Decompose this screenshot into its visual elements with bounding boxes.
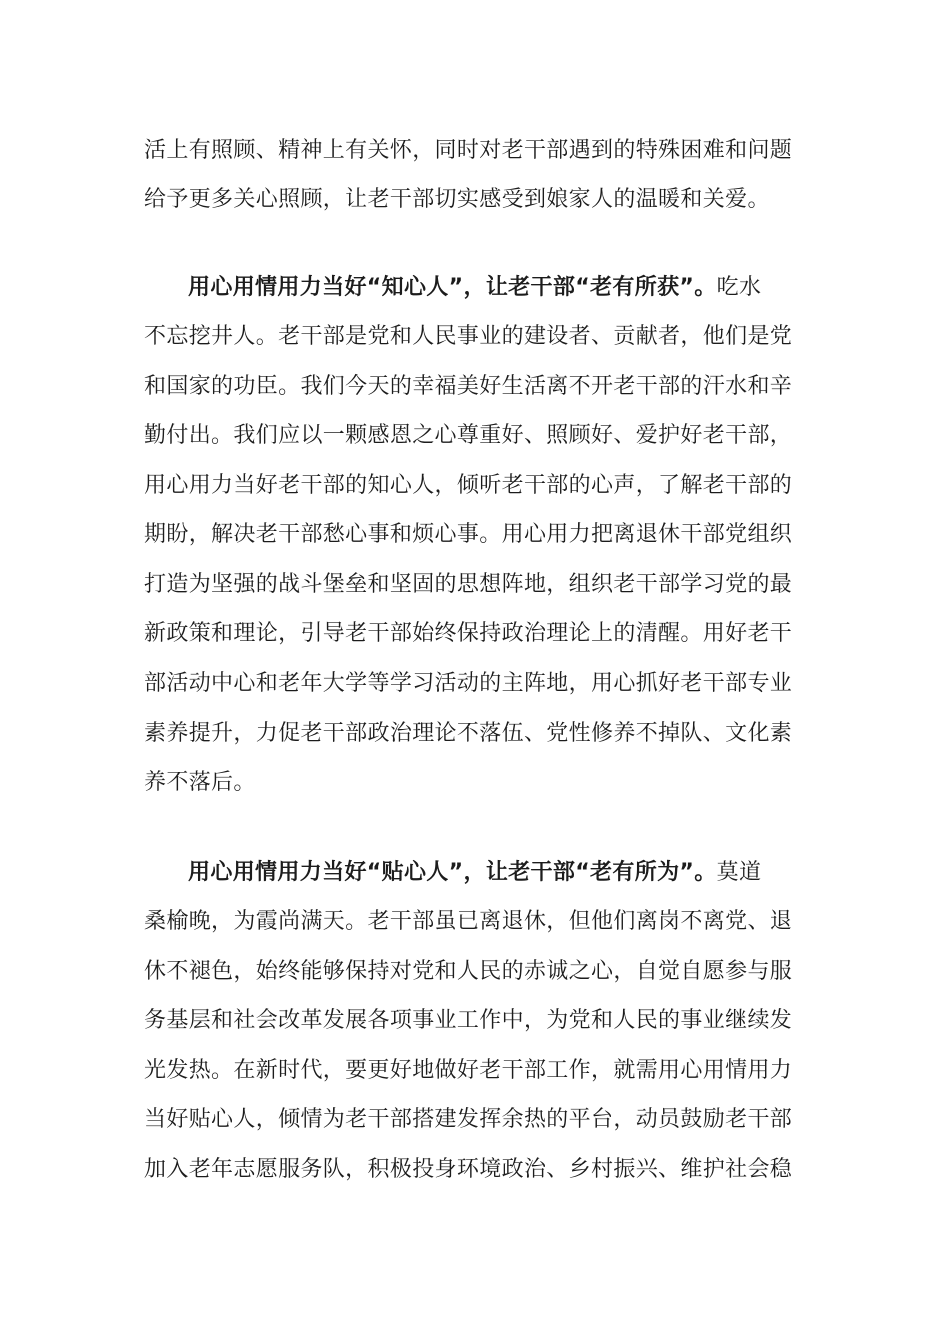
paragraph-2-line: 部活动中心和老年大学等学习活动的主阵地，用心抓好老干部专业 [144,671,793,696]
paragraph-2-line: 不忘挖井人。老干部是党和人民事业的建设者、贡献者，他们是党 [144,324,793,349]
paragraph-3-line: 光发热。在新时代，要更好地做好老干部工作，就需用心用情用力 [144,1058,793,1083]
paragraph-2-heading: 用心用情用力当好“知心人”，让老干部“老有所获”。 [188,275,717,300]
paragraph-1-line-1: 活上有照顾、精神上有关怀，同时对老干部遇到的特殊困难和问题 [144,138,793,163]
paragraph-3-line: 加入老年志愿服务队，积极投身环境政治、乡村振兴、维护社会稳 [144,1157,793,1182]
paragraph-3-first-line [188,858,804,888]
paragraph-2-line: 用心用力当好老干部的知心人，倾听老干部的心声，了解老干部的 [144,473,793,498]
paragraph-2-line: 养不落后。 [144,770,256,795]
paragraph-3-line: 务基层和社会改革发展各项事业工作中，为党和人民的事业继续发 [144,1008,793,1033]
paragraph-2-first-line [188,273,804,303]
paragraph-2-first-line-rest: 吃水 [716,275,762,300]
paragraph-3-heading: 用心用情用力当好“贴心人”，让老干部“老有所为”。 [188,860,717,885]
paragraph-2-line: 打造为坚强的战斗堡垒和坚固的思想阵地，组织老干部学习党的最 [144,572,793,597]
paragraph-2-line: 期盼，解决老干部愁心事和烦心事。用心用力把离退休干部党组织 [144,522,793,547]
paragraph-3-first-line-rest: 莫道 [716,860,762,885]
paragraph-2-line: 和国家的功臣。我们今天的幸福美好生活离不开老干部的汗水和辛 [144,374,793,399]
paragraph-3-line: 桑榆晚，为霞尚满天。老干部虽已离退休，但他们离岗不离党、退 [144,909,793,934]
paragraph-3-line: 当好贴心人，倾情为老干部搭建发挥余热的平台，动员鼓励老干部 [144,1107,793,1132]
paragraph-1-line-2: 给予更多关心照顾，让老干部切实感受到娘家人的温暖和关爱。 [144,187,770,212]
paragraph-2-line: 素养提升，力促老干部政治理论不落伍、党性修养不掉队、文化素 [144,721,793,746]
paragraph-2-line: 新政策和理论，引导老干部始终保持政治理论上的清醒。用好老干 [144,621,793,646]
paragraph-2-line: 勤付出。我们应以一颗感恩之心尊重好、照顾好、爱护好老干部， [144,423,793,448]
paragraph-3-line: 休不褪色，始终能够保持对党和人民的赤诚之心，自觉自愿参与服 [144,959,793,984]
